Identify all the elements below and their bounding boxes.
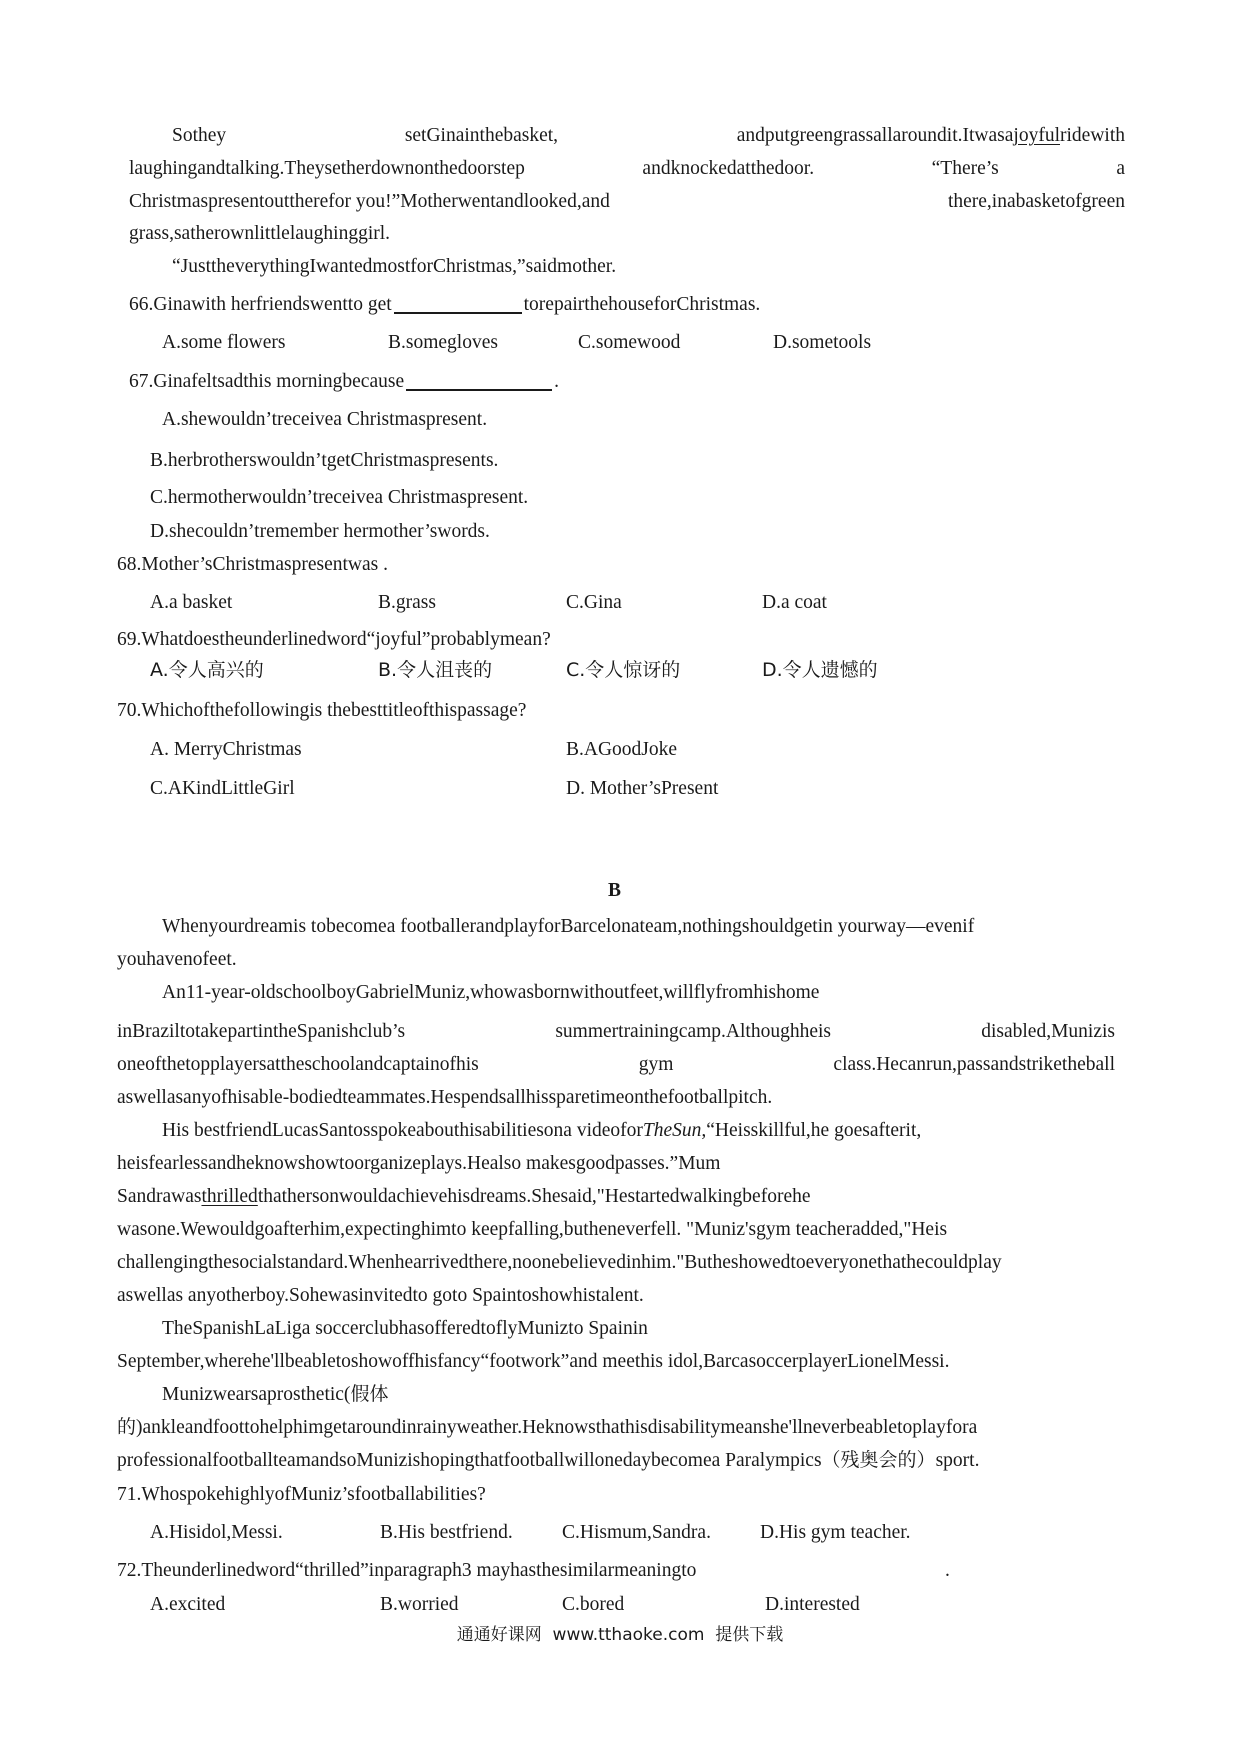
question-68-stem: [117, 555, 388, 575]
stem-text: 69.Whatdoestheunderlinedword“joyful”probablymean?: [117, 629, 551, 650]
question-72-option-d: D.interested: [765, 1594, 860, 1615]
passage-b-line-15: [162, 1385, 388, 1405]
text-segment: sport.: [935, 1450, 980, 1471]
passage-a-line-3: [129, 192, 1125, 212]
passage-b-line-14: [117, 1352, 949, 1372]
question-71-option-a: A.Hisidol,Messi.: [150, 1522, 283, 1543]
passage-b-line-10: [117, 1220, 947, 1240]
question-70-option-a: A. MerryChristmas: [150, 739, 302, 760]
text-segment-zh: 的: [117, 1416, 137, 1438]
question-71-option-c: C.Hismum,Sandra.: [562, 1522, 711, 1543]
text-segment: gym: [638, 1054, 674, 1075]
question-72-option-c: C.bored: [562, 1594, 625, 1615]
question-70-stem: [117, 701, 526, 721]
question-70-option-c: C.AKindLittleGirl: [150, 778, 295, 799]
passage-b-line-6: [117, 1088, 772, 1108]
question-67-option-d: D.shecouldn’tremember hermother’swords.: [150, 521, 490, 542]
stem-text: 67.Ginafeltsadthis morningbecause: [129, 371, 405, 392]
question-69-stem: [117, 630, 551, 650]
passage-b-line-4: [117, 1022, 1115, 1042]
text-segment: there,inabasketofgreen: [947, 191, 1125, 212]
question-66-option-d: D.sometools: [773, 332, 872, 353]
passage-b-line-2: [117, 950, 237, 970]
stem-text: 66.Ginawith herfriendswentto get: [129, 294, 392, 315]
question-67-option-b: B.herbrotherswouldn’tgetChristmaspresents.: [150, 450, 499, 471]
text-segment: Munizwearsaprosthetic(: [162, 1384, 351, 1405]
text-segment: Sandrawas: [117, 1186, 202, 1207]
question-66-option-a: A.some flowers: [162, 332, 286, 353]
text-segment: challengingthesocialstandard.Whenhearrivedthere,noonebelievedinhim."Butheshowedtoeveryonethathecouldplay: [117, 1252, 1002, 1273]
question-72-stem: [117, 1561, 696, 1581]
question-66-option-b: B.somegloves: [388, 332, 498, 353]
answer-blank: [406, 389, 552, 391]
text-segment: September,wherehe'llbeabletoshowoffhisfancy“footwork”and meethis idol,BarcasoccerplayerLionelMessi.: [117, 1351, 950, 1372]
text-segment: summertrainingcamp.Althoughheis: [555, 1021, 831, 1042]
text-segment: Christmaspresentouttherefor you!”Motherwentandlooked,and: [129, 191, 610, 212]
question-72-option-a: A.excited: [150, 1594, 226, 1615]
question-68-option-d: D.a coat: [762, 592, 827, 613]
stem-text: 70.Whichofthefollowingis thebesttitleofthispassage?: [117, 700, 527, 721]
text-segment: setGinainthebasket,: [404, 125, 559, 146]
question-67-option-c: C.hermotherwouldn’treceivea Christmaspresent.: [150, 487, 529, 508]
question-68-option-a: A.a basket: [150, 592, 233, 613]
text-segment: class.Hecanrun,passandstriketheball: [833, 1054, 1115, 1075]
question-69-option-b: B.令人沮丧的: [378, 659, 493, 681]
question-67-stem: [129, 372, 559, 392]
passage-b-line-17: [117, 1451, 979, 1471]
passage-b-line-5: [117, 1055, 1115, 1075]
answer-blank: [394, 312, 522, 314]
page-footer: 通通好课网 www.tthaoke.com 提供下载: [456, 1625, 784, 1645]
passage-b-line-8: [117, 1154, 720, 1174]
text-segment: aswellasanyofhisable-bodiedteammates.Hespendsallhissparetimeonthefootballpitch.: [117, 1087, 773, 1108]
passage-a-line-5: [172, 257, 616, 277]
text-segment: oneofthetopplayersattheschoolandcaptainofhis: [117, 1054, 479, 1075]
passage-b-line-9: [117, 1187, 811, 1207]
question-66-option-c: C.somewood: [578, 332, 681, 353]
text-segment: wasone.Wewouldgoafterhim,expectinghimto keepfalling,butheneverfell. "Muniz'sgym teacheradded,"Heis: [117, 1219, 948, 1240]
stem-text: .: [554, 371, 559, 392]
question-71-stem: [117, 1485, 486, 1505]
text-segment: a: [1116, 158, 1125, 179]
text-segment: Whenyourdreamis tobecomea footballerandplayforBarcelonateam,nothingshouldgetin yourway—evenif: [162, 916, 975, 937]
passage-b-line-7: [162, 1121, 921, 1141]
text-segment: laughingandtalking.Theysetherdownonthedoorstep: [129, 158, 525, 179]
text-segment: “There’s: [931, 158, 999, 179]
question-70-option-d: D. Mother’sPresent: [566, 778, 719, 799]
question-66-stem: [129, 295, 760, 315]
question-69-option-d: D.令人遗憾的: [762, 659, 878, 681]
passage-b-line-12: [117, 1286, 644, 1306]
question-71-option-d: D.His gym teacher.: [760, 1522, 911, 1543]
text-segment: “JusttheverythingIwantedmostforChristmas,”saidmother.: [172, 256, 617, 277]
passage-b-line-1: [162, 917, 974, 937]
question-67-option-a: A.shewouldn’treceivea Christmaspresent.: [162, 409, 488, 430]
question-71-option-b: B.His bestfriend.: [380, 1522, 513, 1543]
stem-text: 72.Theunderlinedword“thrilled”inparagraph3 mayhasthesimilarmeaningto: [117, 1560, 697, 1581]
italic-title-the-sun: TheSun,: [642, 1120, 707, 1141]
stem-text: torepairthehouseforChristmas.: [523, 294, 761, 315]
question-68-option-c: C.Gina: [566, 592, 622, 613]
text-segment: grass,satherownlittlelaughinggirl.: [129, 223, 391, 244]
question-72-stem-end: .: [945, 1560, 950, 1581]
passage-a-line-2: [129, 159, 1125, 179]
passage-b-line-13: [162, 1319, 648, 1339]
text-segment: An11-year-oldschoolboyGabrielMuniz,whowasbornwithoutfeet,willflyfromhishome: [162, 982, 820, 1003]
passage-b-line-11: [117, 1253, 1002, 1273]
text-segment: andknockedatthedoor.: [642, 158, 815, 179]
stem-text: 68.Mother’sChristmaspresentwas .: [117, 554, 388, 575]
text-segment: His bestfriendLucasSantosspokeabouthisabilitiesona videofor: [162, 1120, 643, 1141]
text-segment: )ankleandfoottohelphimgetaroundinrainyweather.Heknowsthathisdisabilitymeanshe'llneverbeabletoplayfora: [136, 1417, 978, 1438]
text-segment: andputgreengrassallaroundit.Itwasa: [736, 125, 1014, 146]
question-72-option-b: B.worried: [380, 1594, 459, 1615]
underlined-word-joyful: joyful: [1013, 125, 1060, 146]
underlined-word-thrilled: thrilled: [201, 1186, 258, 1207]
question-70-option-b: B.AGoodJoke: [566, 739, 678, 760]
text-segment-zh: 假体: [350, 1383, 389, 1405]
text-segment: Sothey: [172, 125, 227, 146]
passage-b-line-16: [117, 1418, 977, 1438]
text-segment: heisfearlessandheknowshowtoorganizeplays.Healso makesgoodpasses.”Mum: [117, 1153, 721, 1174]
text-segment: aswellas anyotherboy.Sohewasinvitedto goto Spaintoshowhistalent.: [117, 1285, 644, 1306]
text-segment-zh: （残奥会的）: [821, 1449, 936, 1471]
question-69-option-a: A.令人高兴的: [150, 659, 264, 681]
text-segment: [737, 126, 1125, 146]
text-segment: youhavenofeet.: [117, 949, 237, 970]
passage-a-line-4: [129, 224, 390, 244]
text-segment: disabled,Munizis: [981, 1021, 1115, 1042]
section-heading: B: [608, 880, 622, 901]
stem-text: 71.WhospokehighlyofMuniz’sfootballabilities?: [117, 1484, 486, 1505]
passage-a-line-1: [172, 126, 1125, 146]
text-segment: TheSpanishLaLiga soccerclubhasofferedtoflyMunizto Spainin: [162, 1318, 648, 1339]
text-segment: “Heisskillful,he goesafterit,: [706, 1120, 922, 1141]
text-segment: thathersonwouldachievehisdreams.Shesaid,"Hestartedwalkingbeforehe: [257, 1186, 811, 1207]
question-69-option-c: C.令人惊讶的: [566, 659, 681, 681]
text-segment: inBraziltotakepartintheSpanishclub’s: [117, 1021, 406, 1042]
text-segment: ridewith: [1060, 125, 1125, 146]
question-68-option-b: B.grass: [378, 592, 436, 613]
passage-b-line-3: [162, 983, 819, 1003]
text-segment: professionalfootballteamandsoMunizishopingthatfootballwillonedaybecomea Paralympics: [117, 1450, 822, 1471]
